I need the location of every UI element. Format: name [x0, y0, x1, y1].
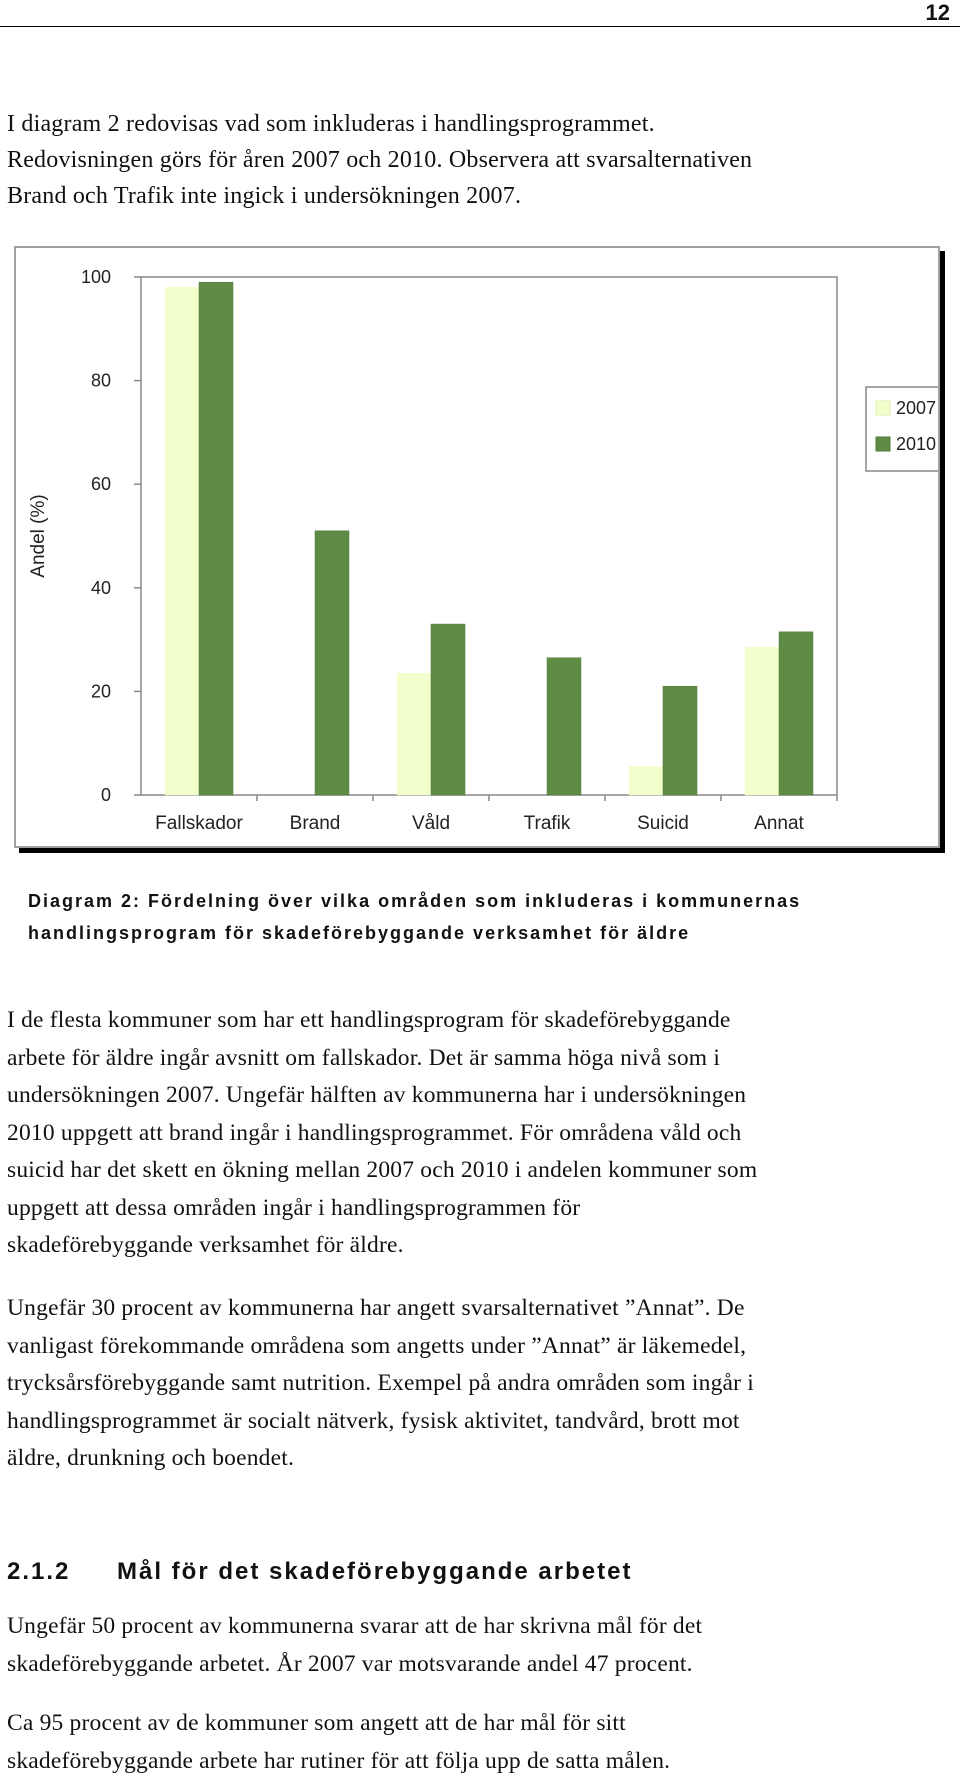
- paragraph-line: Ungefär 30 procent av kommunerna har angett svarsalternativet ”Annat”. De: [7, 1295, 745, 1321]
- bar-fallskador-2010: [199, 282, 233, 795]
- y-tick-label: 20: [90, 681, 111, 702]
- bar-suicid-2010: [663, 686, 697, 795]
- caption-line: Diagram 2: Fördelning över vilka områden som inkluderas i kommunernas: [28, 891, 802, 911]
- paragraph-line: I de flesta kommuner som har ett handlingsprogram för skadeförebyggande: [7, 1007, 731, 1033]
- bar-brand-2010: [315, 531, 349, 795]
- legend-swatch-2007: [876, 401, 890, 415]
- plot-area: [141, 277, 837, 795]
- chart-frame: [14, 246, 940, 848]
- caption-line: handlingsprogram för skadeförebyggande verksamhet för äldre: [28, 923, 691, 943]
- paragraph-line: äldre, drunkning och boendet.: [7, 1445, 295, 1471]
- paragraph-line: Ca 95 procent av de kommuner som angett att de har mål för sitt: [7, 1710, 626, 1736]
- intro-paragraph: [7, 106, 947, 214]
- chart-caption: [28, 885, 948, 949]
- paragraph-annat: [7, 1290, 952, 1478]
- legend-swatch-2010: [876, 437, 890, 451]
- x-tick-label: Fallskador: [155, 813, 243, 834]
- bar-chart: [16, 248, 938, 846]
- paragraph-mal: [7, 1608, 952, 1683]
- paragraph-line: vanligast förekommande områdena som angetts under ”Annat” är läkemedel,: [7, 1332, 747, 1359]
- y-tick-label: 100: [80, 267, 111, 287]
- page-number: 12: [925, 0, 950, 25]
- paragraph-rutiner: [7, 1705, 952, 1780]
- bar-trafik-2010: [547, 658, 581, 795]
- y-axis-label: Andel (%): [28, 494, 49, 578]
- x-tick-label: Våld: [411, 813, 451, 834]
- paragraph-line: skadeförebyggande arbete har rutiner för att följa upp de satta målen.: [7, 1747, 671, 1774]
- paragraph-line: undersökningen 2007. Ungefär hälften av kommunerna har i undersökningen: [7, 1082, 747, 1108]
- intro-line: Brand och Trafik inte ingick i undersökningen 2007.: [7, 183, 522, 209]
- y-tick-label: 60: [90, 474, 111, 495]
- bar-annat-2010: [779, 632, 813, 795]
- x-tick-label: Suicid: [637, 813, 689, 834]
- paragraph-line: handlingsprogrammet är socialt nätverk, fysisk aktivitet, tandvård, brott mot: [7, 1407, 740, 1434]
- intro-line: I diagram 2 redovisas vad som inkluderas i handlingsprogrammet.: [7, 111, 655, 137]
- y-tick-label: 0: [100, 785, 111, 805]
- section-number: 2.1.2: [7, 1558, 71, 1585]
- paragraph-line: 2010 uppgett att brand ingår i handlingsprogrammet. För områdena våld och: [7, 1119, 742, 1146]
- y-tick-label: 40: [90, 577, 111, 598]
- bar-fallskador-2007: [165, 287, 199, 795]
- header-rule: [0, 26, 960, 27]
- paragraph-line: skadeförebyggande verksamhet för äldre.: [7, 1232, 404, 1258]
- section-title: Mål för det skadeförebyggande arbetet: [117, 1558, 633, 1585]
- paragraph-line: arbete för äldre ingår avsnitt om fallskador. Det är samma höga nivå som i: [7, 1044, 721, 1071]
- paragraph-line: trycksårsförebyggande samt nutrition. Exempel på andra områden som ingår i: [7, 1370, 754, 1396]
- paragraph-line: uppgett att dessa områden ingår i handlingsprogrammen för: [7, 1194, 581, 1221]
- paragraph-line: suicid har det skett en ökning mellan 2007 och 2010 i andelen kommuner som: [7, 1157, 758, 1183]
- paragraph-line: skadeförebyggande arbetet. År 2007 var motsvarande andel 47 procent.: [7, 1650, 693, 1677]
- legend-label: 2010: [896, 434, 937, 454]
- paragraph-line: Ungefär 50 procent av kommunerna svarar att de har skrivna mål för det: [7, 1613, 703, 1639]
- y-tick-label: 80: [90, 370, 111, 391]
- section-heading: [7, 1558, 632, 1586]
- x-tick-label: Annat: [754, 813, 804, 834]
- paragraph-fallskador: [7, 1002, 952, 1265]
- bar-våld-2010: [431, 624, 465, 795]
- legend-label: 2007: [896, 398, 937, 418]
- x-tick-label: Brand: [289, 813, 341, 834]
- bar-våld-2007: [397, 673, 431, 795]
- bar-suicid-2007: [629, 767, 663, 795]
- intro-line: Redovisningen görs för åren 2007 och 2010. Observera att svarsalternativen: [7, 147, 753, 173]
- x-tick-label: Trafik: [523, 813, 571, 834]
- bar-annat-2007: [745, 647, 779, 795]
